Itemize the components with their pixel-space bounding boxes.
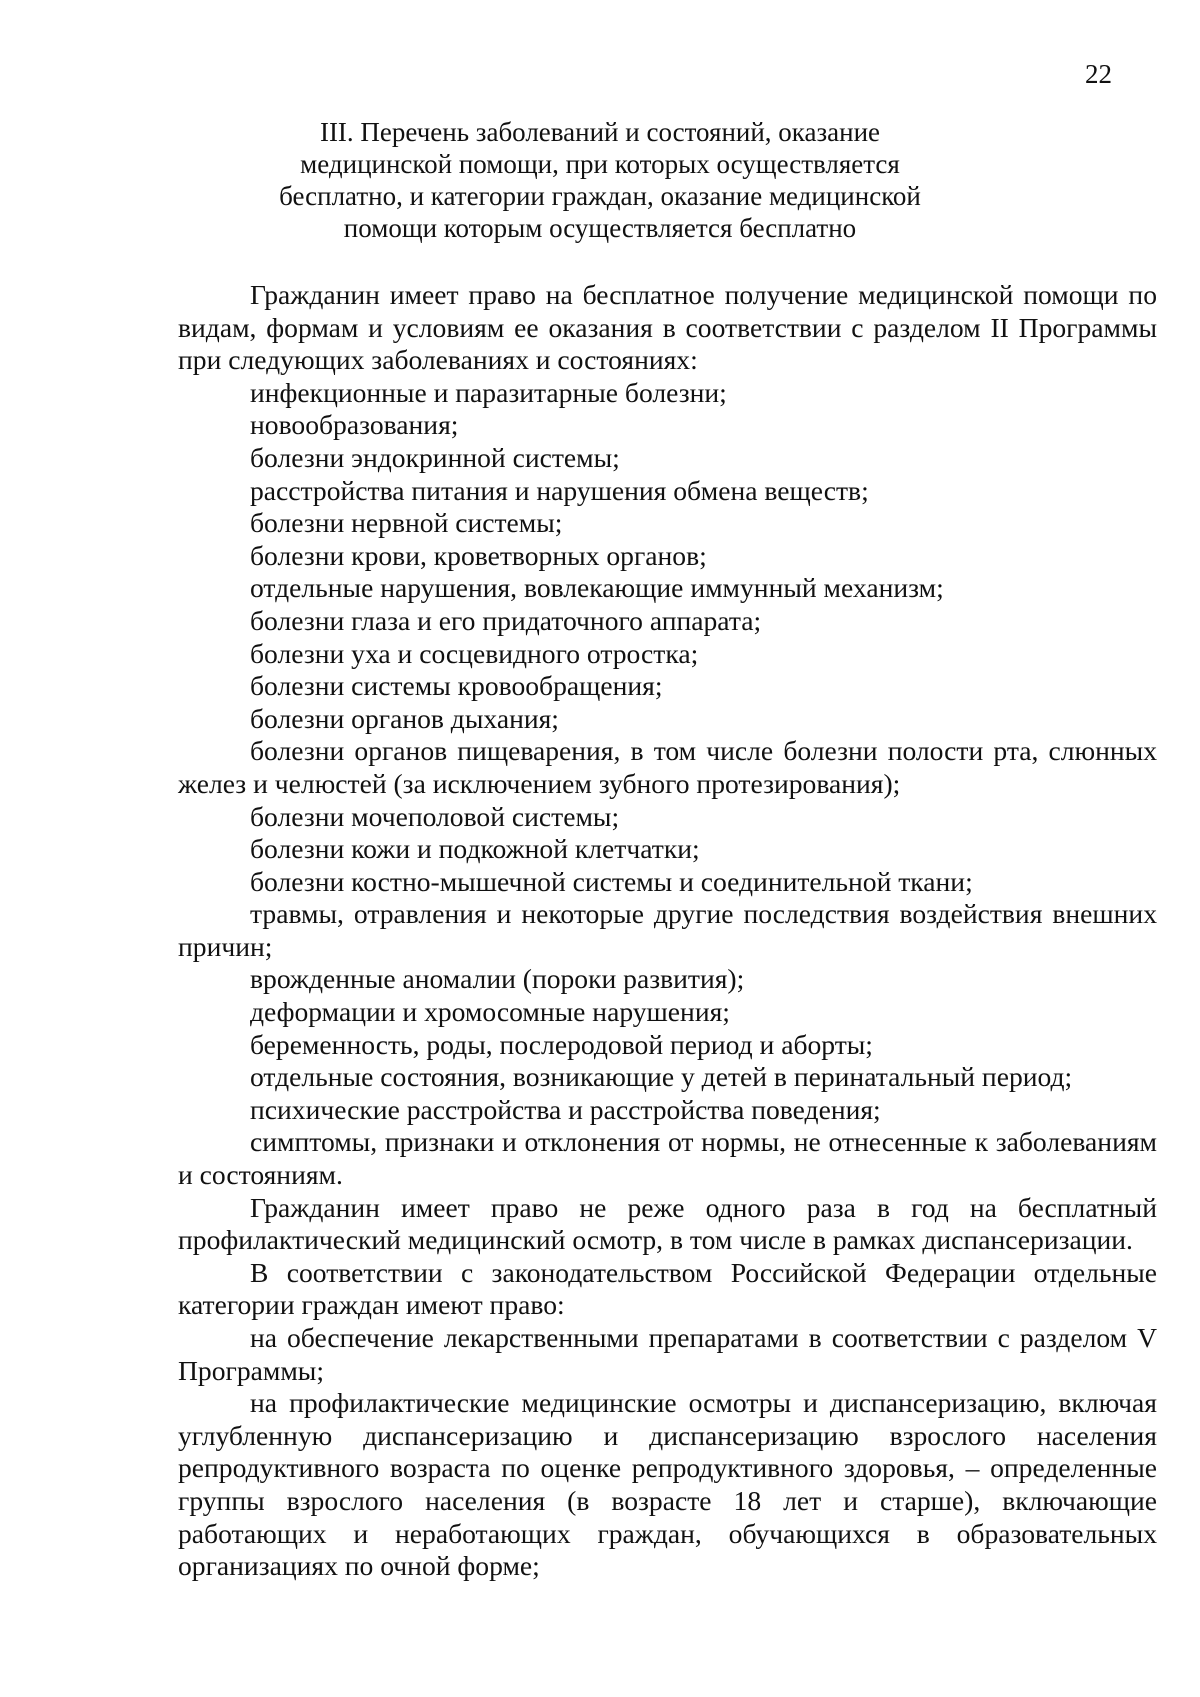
right-item: на обеспечение лекарственными препаратами в соответствии с разделом V Программы;	[178, 1322, 1157, 1386]
heading-line: помощи которым осуществляется бесплатно	[343, 213, 857, 243]
condition-item: деформации и хромосомные нарушения;	[250, 996, 730, 1028]
heading-line: медицинской помощи, при которых осуществляется	[300, 149, 900, 179]
condition-item: травмы, отравления и некоторые другие последствия воздействия внешних причин;	[178, 898, 1157, 962]
right-item: на профилактические медицинские осмотры и диспансеризацию, включая углубленную диспансеризацию и диспансеризацию взрослого населения репродуктивного возраста по оценке репродуктивного здоровья, – определенные группы взрослого населения (в возрасте 18 лет и старше), включающие работающих и неработающих граждан, обучающихся в образовательных организациях по очной форме;	[178, 1387, 1157, 1582]
condition-item: отдельные состояния, возникающие у детей в перинатальный период;	[250, 1061, 1073, 1093]
heading-line: бесплатно, и категории граждан, оказание медицинской	[279, 181, 921, 211]
condition-item: психические расстройства и расстройства поведения;	[250, 1093, 881, 1125]
condition-item: болезни крови, кроветворных органов;	[250, 539, 707, 571]
page-number: 22	[1085, 59, 1112, 89]
condition-item: болезни уха и сосцевидного отростка;	[250, 637, 699, 669]
condition-item: врожденные аномалии (пороки развития);	[250, 963, 745, 995]
heading-line: III. Перечень заболеваний и состояний, оказание	[319, 117, 881, 147]
condition-item: беременность, роды, послеродовой период и аборты;	[250, 1028, 873, 1060]
intro-paragraph: Гражданин имеет право на бесплатное получение медицинской помощи по видам, формам и условиям ее оказания в соответствии с разделом II Программы при следующих заболеваниях и состояниях:	[178, 279, 1157, 376]
condition-item: расстройства питания и нарушения обмена веществ;	[250, 474, 869, 506]
condition-item: болезни системы кровообращения;	[250, 670, 663, 702]
section-heading	[180, 116, 1020, 244]
condition-item: болезни органов дыхания;	[250, 702, 559, 734]
condition-item: болезни кожи и подкожной клетчатки;	[250, 833, 700, 865]
condition-item: болезни костно-мышечной системы и соединительной ткани;	[250, 865, 973, 897]
condition-item: болезни мочеполовой системы;	[250, 800, 620, 832]
condition-item: болезни органов пищеварения, в том числе болезни полости рта, слюнных желез и челюстей (за исключением зубного протезирования);	[178, 735, 1157, 799]
document-body	[178, 279, 1157, 1583]
condition-item: болезни нервной системы;	[250, 507, 563, 539]
condition-item: инфекционные и паразитарные болезни;	[250, 376, 727, 408]
condition-item: новообразования;	[250, 409, 459, 441]
condition-item: отдельные нарушения, вовлекающие иммунный механизм;	[250, 572, 944, 604]
categories-intro-paragraph: В соответствии с законодательством Российской Федерации отдельные категории граждан имеют право:	[178, 1256, 1157, 1321]
condition-item: симптомы, признаки и отклонения от нормы, не отнесенные к заболеваниям и состояниям.	[178, 1126, 1157, 1191]
condition-item: болезни глаза и его придаточного аппарата;	[250, 604, 762, 636]
checkup-paragraph: Гражданин имеет право не реже одного раза в год на бесплатный профилактический медицинский осмотр, в том числе в рамках диспансеризации.	[178, 1191, 1157, 1256]
condition-item: болезни эндокринной системы;	[250, 441, 620, 473]
